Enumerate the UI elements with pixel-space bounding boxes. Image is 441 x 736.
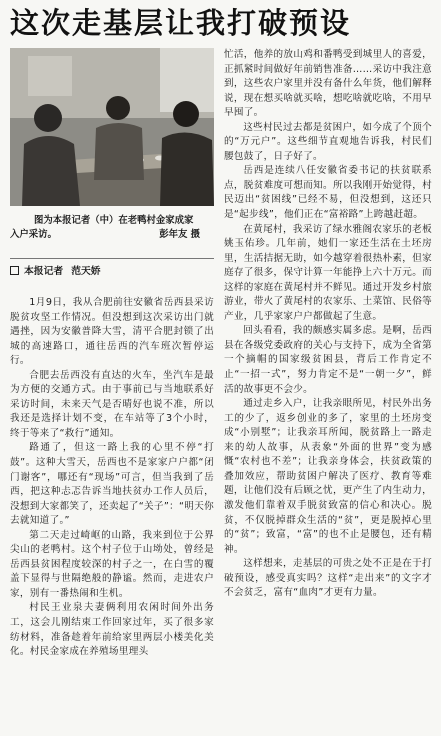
paragraph: 这些村民过去都是贫困户，如今成了个顶个的“万元户”。这些细节直观地告诉我，村民们腰包鼓了，日子好了。 xyxy=(224,121,432,162)
headline: 这次走基层让我打破预设 xyxy=(10,6,352,40)
article-column-left xyxy=(10,296,214,732)
caption-line-2 xyxy=(10,228,214,242)
paragraph: 岳西是连续八任安徽省委书记的扶贫联系点，脱贫难度可想而知。所以我刚开始觉得，村民迈出“贫困线”已经不易，但没想到，这还只是“起步线”，他们正在“富裕路”上跨越赶超。 xyxy=(224,165,432,221)
photo-credit: 彭年友 摄 xyxy=(159,229,200,240)
article-column-right xyxy=(224,48,432,732)
paragraph: 合肥去岳西没有直达的火车，坐汽车是最为方便的交通方式。由于事前已与当地联系好采访时间，未来天气是否晴好也说不准，所以我还是选择计划不变，在车站等了3个小时，终于等来了“救行”通知。 xyxy=(10,369,214,439)
divider-rule xyxy=(10,258,214,259)
interview-photo-image xyxy=(10,48,214,206)
article-photo xyxy=(10,48,214,206)
paragraph: 回头看看，我的颇感实属多虑。是啊，岳西县在各级党委政府的关心与支持下，成为全省第一个摘帽的国家级贫困县，背后工作肯定不止“一招一式”，努力肯定不是“一朝一夕”，鲜活的故事更不会少。 xyxy=(224,325,432,395)
paragraph: 村民王业泉夫妻俩利用农闲时间外出务工，这会儿刚结束工作回家过年，买了很多家纺材料，准备趁着年前给家里两层小楼美化美化。村民金家成在养殖场里理头 xyxy=(10,602,214,658)
paragraph: 第二天走过崎岖的山路，我来到位于公界尖山的老鸭村。这个村子位于山坳处，曾经是岳西县贫困程度较深的村子之一，在白雪的覆盖下显得与世隔绝般的静谧。然而，走进农户家，别有一番热闹和生机。 xyxy=(10,529,214,599)
paragraph: 1月9日，我从合肥前往安徽省岳西县采访脱贫攻坚工作情况。但没想到这次采访出门就遇挫，因为安徽普降大雪，清平合肥封锁了出城的高速路口，通往岳西的汽车班次暂停运行。 xyxy=(10,297,214,367)
byline xyxy=(10,263,214,281)
paragraph: 在黄尾村，我采访了绿水雅阁农家乐的老板姚玉佑珍。几年前，她们一家还生活在土坯房里，生活拮据无助，如今越穿着很热朴素，但家庭存了很多，保守计算一年能挣上六十万元。而这样的家庭在黄尾村并不鲜见。通过开发乡村旅游业，带火了黄尾村的农家乐、土菜馆、民俗等产业，几乎家家户户都做起了生意。 xyxy=(224,223,432,322)
byline-box-icon xyxy=(10,266,19,275)
byline-author: 范天娇 xyxy=(71,266,101,277)
paragraph: 忙活，他养的放山鸡和番鸭受到城里人的喜爱，正抓紧时间做好年前销售准备……采访中我注意到，这些农户家里并没有备什么年货，他们解释说，现在想买啥就买啥，想吃啥就吃啥，不用早早囤了。 xyxy=(224,49,432,119)
byline-label: 本报记者 xyxy=(24,266,64,277)
caption-text: 入户采访。 xyxy=(10,229,57,240)
paragraph: 这样想来，走基层的可贵之处不正是在于打破预设，感受真实吗？这样“走出来”的文字才不会贫乏，富有“血肉”才更有力量。 xyxy=(224,558,432,599)
paragraph: 路通了，但这一路上我的心里不停“打鼓”。这种大雪天，岳西也不是家家户户都“闭门谢客”，哪还有“现场”可言，但当我到了岳西，把这种忐忑告诉当地扶贫办工作人员后，没想到大家都笑了，还卖起了“关子”：“明天你去就知道了。” xyxy=(10,442,214,527)
paragraph: 通过走乡入户，让我亲眼所见，村民外出务工的少了，返乡创业的多了，家里的土坯房变成“小别墅”；让我亲耳所闻，脱贫路上一路走来的幼人故事，从表象“外面的世界”变为感慨“农村也不差”；让我亲身体会，扶贫政策的叠加效应，帮助贫困户解决了医疗、教育等难题，让他们没有后顾之忧，更产生了内生动力，激发他们靠着双手脱贫致富的信心和决心。脱贫，不仅脱掉群众生活的“贫”，更是脱掉心里的“贫”；致富，“富”的也不止是腰包，还有精神。 xyxy=(224,398,432,555)
photo-caption xyxy=(10,214,214,250)
caption-line-1: 图为本报记者（中）在老鸭村金家成家 xyxy=(34,215,194,226)
